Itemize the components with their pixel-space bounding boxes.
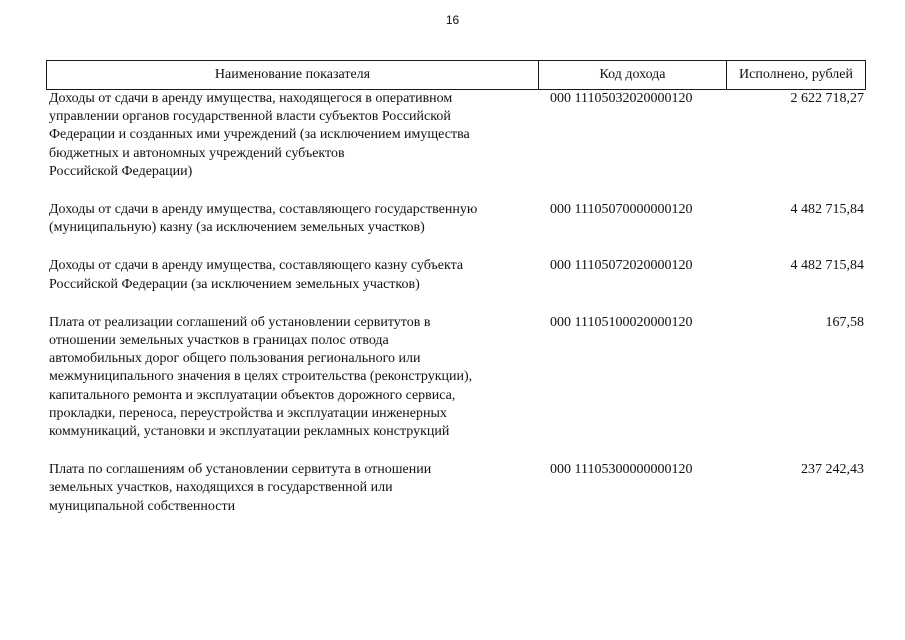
revenue-code: 000 11105032020000120	[550, 91, 693, 106]
indicator-name	[46, 201, 537, 237]
header-value: Исполнено, рублей	[726, 61, 865, 89]
indicator-name-line: Доходы от сдачи в аренду имущества, составляющего казну субъекта	[49, 258, 464, 274]
header-code: Код дохода	[538, 61, 726, 89]
indicator-name-line: капитального ремонта и эксплуатации объектов дорожного сервиса,	[49, 387, 456, 403]
indicator-name	[46, 461, 537, 516]
table-row	[46, 461, 866, 516]
indicator-name-line: бюджетных и автономных учреждений субъектов	[49, 145, 345, 161]
header-name: Наименование показателя	[214, 67, 371, 82]
executed-amount: 167,58	[825, 314, 864, 330]
indicator-name-line: Федерации и созданных ими учреждений (за исключением имущества	[49, 127, 470, 143]
indicator-name-line: отношении земельных участков в границах полос отвода	[49, 333, 389, 349]
table-row	[46, 90, 866, 181]
indicator-name-line: Плата по соглашениям об установлении сервитута в отношении	[49, 462, 432, 478]
revenue-code: 000 11105072020000120	[550, 258, 693, 274]
indicator-name	[46, 314, 537, 441]
executed-amount: 4 482 715,84	[790, 258, 864, 274]
indicator-name	[46, 257, 537, 293]
indicator-name-line: Плата от реализации соглашений об установлении сервитутов в	[49, 314, 431, 330]
revenue-code: 000 11105100020000120	[550, 314, 693, 330]
indicator-name-line: Доходы от сдачи в аренду имущества, составляющего государственную	[49, 202, 478, 218]
revenue-code: 000 11105300000000120	[550, 462, 693, 478]
indicator-name-line: прокладки, переноса, переустройства и эксплуатации инженерных	[49, 405, 447, 421]
page-number: 16	[445, 13, 460, 27]
table-header	[46, 60, 866, 90]
indicator-name-line: Российской Федерации)	[49, 163, 193, 179]
indicator-name-line: (муниципальную) казну (за исключением земельных участков)	[49, 220, 425, 236]
indicator-name-line: межмуниципального значения в целях строительства (реконструкции),	[49, 369, 473, 385]
indicator-name-line: управлении органов государственной власти субъектов Российской	[49, 109, 451, 125]
executed-amount: 237 242,43	[801, 462, 864, 478]
indicator-name	[46, 90, 537, 181]
indicator-name-line: муниципальной собственности	[49, 498, 236, 514]
revenue-code: 000 11105070000000120	[550, 202, 693, 218]
indicator-name-line: коммуникаций, установки и эксплуатации рекламных конструкций	[49, 424, 450, 440]
indicator-name-line: земельных участков, находящихся в государственной или	[49, 480, 393, 496]
indicator-name-line: автомобильных дорог общего пользования регионального или	[49, 351, 421, 367]
indicator-name-line: Российской Федерации (за исключением земельных участков)	[49, 276, 420, 292]
executed-amount: 2 622 718,27	[790, 91, 864, 106]
table-row	[46, 314, 866, 441]
revenue-table	[46, 60, 866, 536]
table-body	[46, 90, 866, 516]
indicator-name-line: Доходы от сдачи в аренду имущества, находящегося в оперативном	[49, 91, 453, 106]
table-row	[46, 201, 866, 237]
table-row	[46, 257, 866, 293]
executed-amount: 4 482 715,84	[790, 202, 864, 218]
